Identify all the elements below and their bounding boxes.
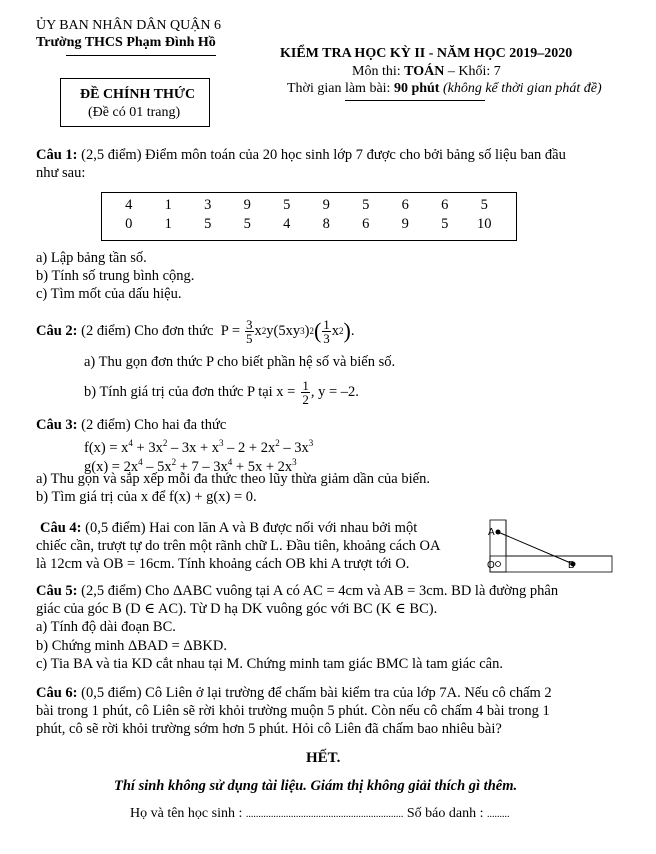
grade: – Khối: 7 [444,64,501,79]
q1-part-c: c) Tìm mốt của dấu hiệu. [36,286,182,302]
q4-label: Câu 4: [40,520,82,536]
q1-data-cell: 1 [164,197,172,213]
fraction-3-5: $\frac{3}{5}$ [246,316,253,346]
connecting-rod [498,532,573,564]
q3-g-polynomial: $g(x) = 2x^4 - 5x^2 + 7 - 3x^4 + 5x + 2x^3$ [84,457,297,475]
subject: TOÁN [404,64,445,79]
q6-line1 [36,685,552,702]
q5-part-a: a) Tính độ dài đoạn BC. [36,619,176,635]
student-id-field: ......... [486,809,510,820]
q3-label: Câu 3: [36,417,78,433]
q3-line1 [36,417,226,434]
q3-part-a: a) Thu gọn và sắp xếp mỗi đa thức theo lũy thừa giảm dần của biến. [36,471,430,487]
q2-line1 [36,313,355,349]
q6-label: Câu 6: [36,685,78,701]
q4-line1 [40,520,417,537]
label-o: O [487,560,495,571]
q1-part-b: b) Tính số trung bình cộng. [36,268,195,284]
q1-data-cell: 9 [243,197,251,213]
title-underline [345,100,485,101]
q2-part-a: a) Thu gọn đơn thức P cho biết phần hệ số và biến số. [84,354,396,370]
q5-line2: giác của góc B (D ∈ AC). Từ D hạ DK vuông góc với BC (K ∈ BC). [36,601,438,617]
q1-data-cell: 0 [125,216,133,232]
q1-line2: như sau: [36,165,86,181]
label-a: A [488,527,495,538]
q1-data-cell: 9 [322,197,330,213]
exam-title: KIỂM TRA HỌC KỲ II - NĂM HỌC 2019–2020 [280,46,573,61]
q1-data-cell: 8 [322,216,330,232]
q1-data-cell: 5 [362,197,370,213]
subject-prefix: Môn thi: [352,64,405,79]
q1-data-cell: 5 [441,216,449,232]
student-id-label: Số báo danh : [403,806,487,821]
school-underline [66,55,216,56]
q1-line1 [36,147,566,164]
q2-label: Câu 2: [36,322,78,339]
time-value: 90 phút [393,81,440,96]
q2-monomial: $\frac{3}{5}$ x 2 y(5xy 3 ) 2 ( $\frac{1}{3}$ x 2 ) . [246,316,355,346]
q1-data-cell: 6 [441,197,449,213]
q1-data-cell: 4 [283,216,291,232]
q6-line3: phút, cô sẽ rời khỏi trường sớm hơn 5 phút. Hỏi cô Liên đã chấm bao nhiêu bài? [36,721,502,737]
q5-part-b: b) Chứng minh ΔBAD = ΔBKD. [36,638,227,654]
q5-text1: (2,5 điểm) Cho ΔABC vuông tại A có AC = 4cm và AB = 3cm. BD là đường phân [77,583,559,599]
time-line [287,81,602,97]
subject-line [352,64,501,80]
q4-figure [488,516,616,576]
fraction-1-3: $\frac{1}{3}$ [323,316,330,346]
official-label: ĐỀ CHÍNH THỨC [80,87,196,102]
q4-line2: chiếc cần, trượt tự do trên một rãnh chữ L. Đầu tiên, khoảng cách OA [36,538,441,554]
q1-data-cell: 6 [401,197,409,213]
q1-data-cell: 5 [243,216,251,232]
q1-data-cell: 5 [480,197,488,213]
q3-f-polynomial: $f(x) = x^4 + 3x^2 - 3x + x^3 - 2 + 2x^2 - 3x^3$ [84,438,314,456]
q5-label: Câu 5: [36,583,78,599]
label-b: B [568,560,575,571]
end-marker: HẾT. [306,750,341,766]
q1-part-a: a) Lập bảng tần số. [36,250,147,266]
origin-o [496,562,501,567]
q2-part-b-suffix: , y = –2. [310,383,359,400]
q1-data-cell: 5 [283,197,291,213]
time-note: (không kể thời gian phát đề) [439,81,602,96]
pages-note: (Đề có 01 trang) [88,105,181,120]
q3-intro: (2 điểm) Cho hai đa thức [77,417,227,433]
student-name-label: Họ và tên học sinh : [130,806,246,821]
q1-label: Câu 1: [36,147,78,163]
roller-a [496,530,501,535]
q5-line1 [36,583,558,600]
q1-data-cell: 4 [125,197,133,213]
q2-part-b [84,375,359,409]
q1-data-row-2 [109,215,504,234]
q1-data-cell: 9 [401,216,409,232]
q1-data-cell: 10 [477,216,492,232]
q1-data-cell: 1 [164,216,172,232]
q1-text1: (2,5 điểm) Điểm môn toán của 20 học sinh lớp 7 được cho bởi bảng số liệu ban đầu [77,147,566,163]
q1-data-cell: 5 [204,216,212,232]
q1-data-row-1 [109,196,504,215]
student-name-field: ............................................................... [245,809,404,820]
footer-note: Thí sinh không sử dụng tài liệu. Giám thị không giải thích gì thêm. [114,778,518,794]
signature-line [130,806,509,822]
l-groove-horizontal [490,556,612,572]
q6-line2: bài trong 1 phút, cô Liên sẽ rời khỏi trường muộn 5 phút. Còn nếu cô chấm 4 bài trong 1 [36,703,550,719]
fraction-1-2: $\frac{1}{2}$ [302,377,309,407]
authority: ỦY BAN NHÂN DÂN QUẬN 6 [36,18,221,33]
q1-data-cell: 3 [204,197,212,213]
q5-part-c: c) Tia BA và tia KD cắt nhau tại M. Chứng minh tam giác BMC là tam giác cân. [36,656,503,672]
q6-text1: (0,5 điểm) Cô Liên ở lại trường để chấm bài kiểm tra của lớp 7A. Nếu cô chấm 2 [77,685,552,701]
q3-part-b: b) Tìm giá trị của x để f(x) + g(x) = 0. [36,489,257,505]
q4-text1: (0,5 điểm) Hai con lăn A và B được nối với nhau bởi một [81,520,418,536]
q2-intro: (2 điểm) Cho đơn thức P = [77,322,241,339]
q2-part-b-prefix: b) Tính giá trị của đơn thức P tại x = [84,383,296,400]
q4-line3: là 12cm và OB = 16cm. Tính khoảng cách OB khi A trượt tới O. [36,556,410,572]
time-prefix: Thời gian làm bài: [287,81,394,96]
q1-data-table [109,196,504,234]
q1-data-cell: 6 [362,216,370,232]
school-name: Trường THCS Phạm Đình Hồ [36,35,216,50]
